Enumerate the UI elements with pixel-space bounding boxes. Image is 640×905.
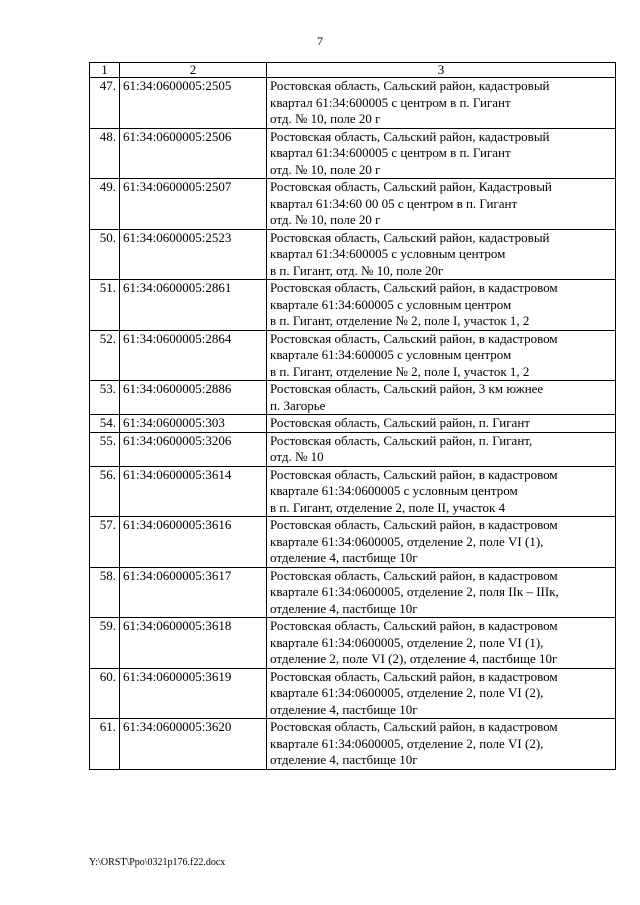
table-row (90, 179, 616, 230)
cadastral-number-cell: 61:34:0600005:3614 (120, 466, 267, 517)
column-header-cadastral-number: 2 (120, 63, 267, 78)
row-number-cell: 52. (90, 330, 120, 381)
cadastral-number-cell: 61:34:0600005:3618 (120, 618, 267, 669)
address-cell: Ростовская область, Сальский район, 3 км южнее п. Загорье (267, 381, 616, 415)
row-number-cell: 57. (90, 517, 120, 568)
cadastral-number-cell: 61:34:0600005:2861 (120, 280, 267, 331)
table-row (90, 381, 616, 415)
cadastral-number-cell: 61:34:0600005:3619 (120, 668, 267, 719)
page-number: 7 (317, 34, 323, 48)
address-cell: Ростовская область, Сальский район, п. Гигант, отд. № 10 (267, 432, 616, 466)
table-row (90, 719, 616, 770)
footer-file-path: Y:\ORST\Ppo\0321p176.f22.docx (89, 857, 226, 868)
table-row (90, 415, 616, 433)
address-cell: Ростовская область, Сальский район, в кадастровом квартале 61:34:600005 с условным центром в п. Гигант, отделение № 2, поле I, участок 1, 2 (267, 280, 616, 331)
address-cell: Ростовская область, Сальский район, кадастровый квартал 61:34:600005 с условным центром в п. Гигант, отд. № 10, поле 20г (267, 229, 616, 280)
row-number-cell: 54. (90, 415, 120, 433)
row-number-cell: 56. (90, 466, 120, 517)
address-cell: Ростовская область, Сальский район, в кадастровом квартале 61:34:0600005, отделение 2, поле VI (2), отделение 4, пастбище 10г (267, 668, 616, 719)
table-row (90, 567, 616, 618)
row-number-cell: 51. (90, 280, 120, 331)
table-row (90, 280, 616, 331)
row-number-cell: 48. (90, 128, 120, 179)
cadastral-number-cell: 61:34:0600005:3617 (120, 567, 267, 618)
table-row (90, 78, 616, 129)
cadastral-number-cell: 61:34:0600005:3206 (120, 432, 267, 466)
cadastral-number-cell: 61:34:0600005:3620 (120, 719, 267, 770)
address-cell: Ростовская область, Сальский район, в кадастровом квартале 61:34:0600005 с условным центром в п. Гигант, отделение 2, поле II, участок 4 (267, 466, 616, 517)
address-cell: Ростовская область, Сальский район, Кадастровый квартал 61:34:60 00 05 с центром в п. Гигант отд. № 10, поле 20 г (267, 179, 616, 230)
column-header-number: 1 (90, 63, 120, 78)
address-cell: Ростовская область, Сальский район, в кадастровом квартале 61:34:0600005, отделение 2, поле VI (2), отделение 4, пастбище 10г (267, 719, 616, 770)
cadastral-number-cell: 61:34:0600005:2506 (120, 128, 267, 179)
cadastral-table (89, 62, 616, 770)
cadastral-number-cell: 61:34:0600005:2886 (120, 381, 267, 415)
row-number-cell: 60. (90, 668, 120, 719)
cadastral-number-cell: 61:34:0600005:303 (120, 415, 267, 433)
table-row (90, 330, 616, 381)
address-cell: Ростовская область, Сальский район, в кадастровом квартале 61:34:0600005, отделение 2, поле VI (1), отделение 4, пастбище 10г (267, 517, 616, 568)
cadastral-number-cell: 61:34:0600005:2505 (120, 78, 267, 129)
table-header-row (90, 63, 616, 78)
cadastral-number-cell: 61:34:0600005:2864 (120, 330, 267, 381)
table-row (90, 618, 616, 669)
table-row (90, 517, 616, 568)
address-cell: Ростовская область, Сальский район, п. Гигант (267, 415, 616, 433)
column-header-address: 3 (267, 63, 616, 78)
address-cell: Ростовская область, Сальский район, кадастровый квартал 61:34:600005 с центром в п. Гигант отд. № 10, поле 20 г (267, 128, 616, 179)
address-cell: Ростовская область, Сальский район, в кадастровом квартале 61:34:0600005, отделение 2, поля IIк – IIIк, отделение 4, пастбище 10г (267, 567, 616, 618)
row-number-cell: 49. (90, 179, 120, 230)
row-number-cell: 55. (90, 432, 120, 466)
cadastral-number-cell: 61:34:0600005:2507 (120, 179, 267, 230)
table-row (90, 466, 616, 517)
row-number-cell: 50. (90, 229, 120, 280)
row-number-cell: 58. (90, 567, 120, 618)
address-cell: Ростовская область, Сальский район, в кадастровом квартале 61:34:600005 с условным центром в п. Гигант, отделение № 2, поле I, участок 1, 2 (267, 330, 616, 381)
cadastral-number-cell: 61:34:0600005:3616 (120, 517, 267, 568)
table-row (90, 432, 616, 466)
row-number-cell: 59. (90, 618, 120, 669)
cadastral-number-cell: 61:34:0600005:2523 (120, 229, 267, 280)
table-row (90, 668, 616, 719)
row-number-cell: 61. (90, 719, 120, 770)
row-number-cell: 53. (90, 381, 120, 415)
table-row (90, 229, 616, 280)
table-row (90, 128, 616, 179)
address-cell: Ростовская область, Сальский район, кадастровый квартал 61:34:600005 с центром в п. Гигант отд. № 10, поле 20 г (267, 78, 616, 129)
address-cell: Ростовская область, Сальский район, в кадастровом квартале 61:34:0600005, отделение 2, поле VI (1), отделение 2, поле VI (2), отделение 4, пастбище 10г (267, 618, 616, 669)
row-number-cell: 47. (90, 78, 120, 129)
